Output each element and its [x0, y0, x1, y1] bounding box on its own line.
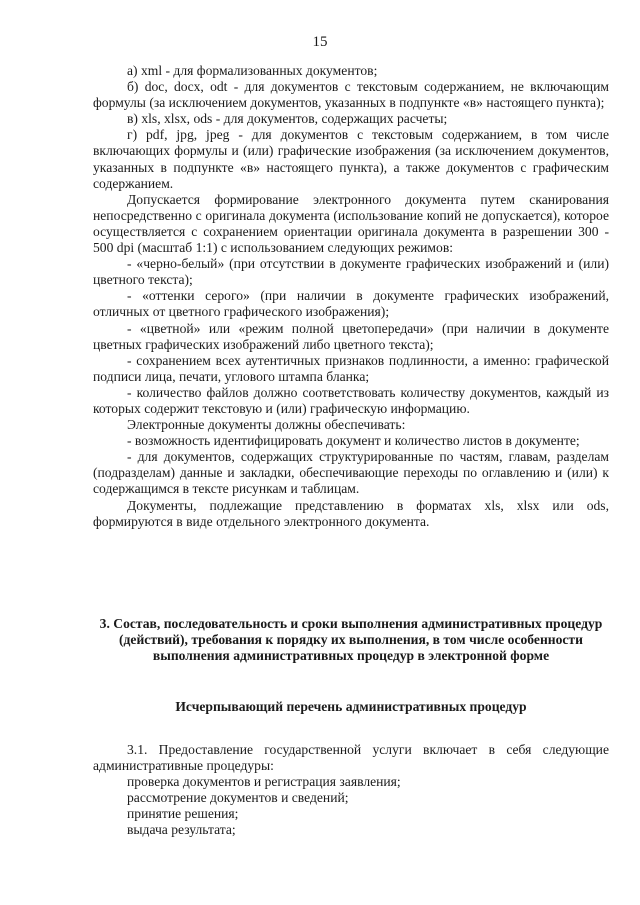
- paragraph: - «черно-белый» (при отсутствии в документе графических изображений и (или) цветного текста);: [93, 256, 609, 288]
- paragraph: - возможность идентифицировать документ и количество листов в документе;: [127, 433, 580, 449]
- list-item: проверка документов и регистрация заявления;: [127, 774, 401, 789]
- paragraph: б) doc, docx, odt - для документов с текстовым содержанием, не включающим формулы (за исключением документов, указанных в подпункте «в» настоящего пункта);: [93, 79, 609, 111]
- list-item: рассмотрение документов и сведений;: [127, 790, 349, 806]
- section-heading: 3. Состав, последовательность и сроки выполнения административных процедур (действий), требования к порядку их выполнения, в том числе особенности выполнения административных процедур в электронной форме: [99, 616, 603, 664]
- paragraph: - сохранением всех аутентичных признаков подлинности, а именно: графической подписи лица, печати, углового штампа бланка;: [93, 352, 609, 384]
- procedure-list: [93, 774, 609, 838]
- paragraph: г) pdf, jpg, jpeg - для документов с текстовым содержанием, в том числе включающих формулы и (или) графические изображения (за исключением документов, указанных в подпункте «в» настоящего пункта), а также документов с графическим содержанием.: [93, 127, 609, 191]
- subheading: Исчерпывающий перечень административных процедур: [175, 699, 527, 714]
- paragraph: в) xls, xlsx, ods - для документов, содержащих расчеты;: [127, 111, 448, 127]
- paragraph: - «цветной» или «режим полной цветопередачи» (при наличии в документе цветных графических изображений либо цветного текста);: [93, 320, 609, 352]
- list-item: выдача результата;: [127, 822, 236, 838]
- intro-text: [93, 742, 609, 774]
- page-number: 15: [312, 34, 328, 50]
- paragraph: а) xml - для формализованных документов;: [127, 63, 378, 78]
- list-item: принятие решения;: [127, 806, 239, 822]
- paragraph: Электронные документы должны обеспечивать:: [127, 417, 406, 433]
- paragraph: - количество файлов должно соответствовать количеству документов, каждый из которых содержит текстовую и (или) графическую информацию.: [93, 384, 609, 416]
- paragraph: - для документов, содержащих структурированные по частям, главам, разделам (подразделам) данные и закладки, обеспечивающие переходы по оглавлению и (или) к содержащимся в тексте рисункам и таблицам.: [93, 449, 609, 497]
- intro-paragraph: 3.1. Предоставление государственной услуги включает в себя следующие административные процедуры:: [93, 742, 609, 774]
- paragraph: Допускается формирование электронного документа путем сканирования непосредственно с оригинала документа (использование копий не допускается), которое осуществляется с сохранением ориентации оригинала документа в разрешении 300 - 500 dpi (масштаб 1:1) с использованием следующих режимов:: [93, 191, 609, 256]
- paragraph: - «оттенки серого» (при наличии в документе графических изображений, отличных от цветного графического изображения);: [93, 288, 609, 320]
- body-text: [93, 63, 609, 530]
- paragraph: Документы, подлежащие представлению в форматах xls, xlsx или ods, формируются в виде отдельного электронного документа.: [93, 497, 609, 529]
